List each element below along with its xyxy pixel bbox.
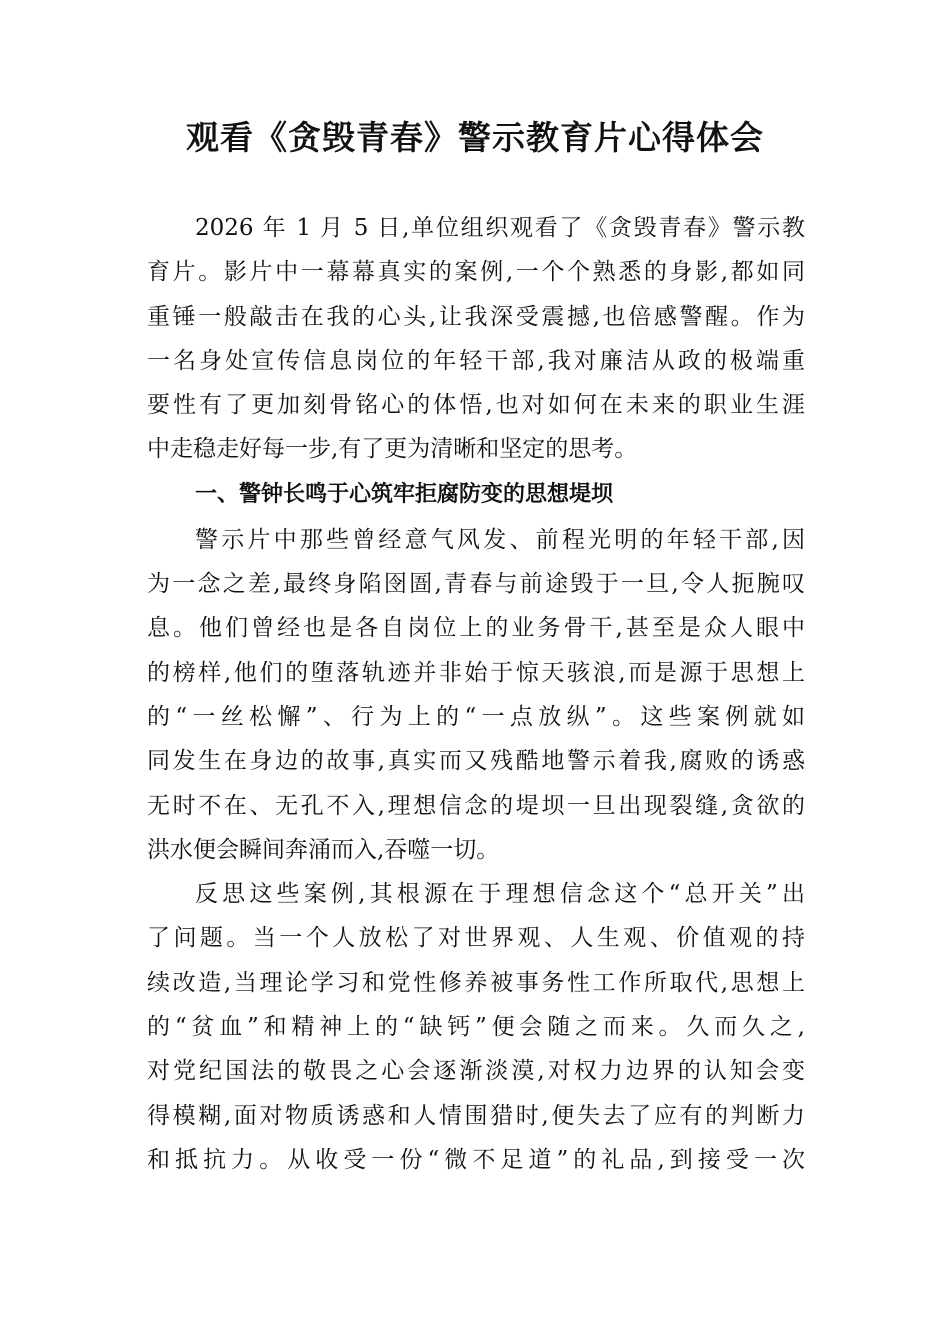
text-line: 续改造,当理论学习和党性修养被事务性工作所取代,思想上 — [147, 969, 805, 996]
text-line: 的“一丝松懈”、行为上的“一点放纵”。这些案例就如 — [147, 703, 805, 730]
text-line: 得模糊,面对物质诱惑和人情围猎时,便失去了应有的判断力 — [147, 1102, 805, 1129]
text-line: 警示片中那些曾经意气风发、前程光明的年轻干部,因 — [195, 526, 805, 553]
text-line: 育片。影片中一幕幕真实的案例,一个个熟悉的身影,都如同 — [147, 259, 805, 286]
text-line: 为一念之差,最终身陷囹圄,青春与前途毁于一旦,令人扼腕叹 — [147, 571, 805, 598]
text-line: 了问题。当一个人放松了对世界观、人生观、价值观的持 — [147, 925, 805, 952]
text-line: 洪水便会瞬间奔涌而入,吞噬一切。 — [147, 836, 500, 863]
paragraph-2 — [147, 518, 805, 872]
text-line: 和抵抗力。从收受一份“微不足道”的礼品,到接受一次 — [147, 1146, 805, 1173]
text-line: 息。他们曾经也是各自岗位上的业务骨干,甚至是众人眼中 — [147, 615, 805, 642]
text-line: 2026 年 1 月 5 日,单位组织观看了《贪毁青春》警示教 — [195, 215, 805, 241]
text-line: 重锤一般敲击在我的心头,让我深受震撼,也倍感警醒。作为 — [147, 303, 805, 330]
text-line: 同发生在身边的故事,真实而又残酷地警示着我,腐败的诱惑 — [147, 748, 805, 775]
paragraph-3 — [147, 872, 805, 1182]
text-line: 要性有了更加刻骨铭心的体悟,也对如何在未来的职业生涯 — [147, 392, 805, 419]
paragraph-1 — [147, 206, 805, 472]
text-line: 无时不在、无孔不入,理想信念的堤坝一旦出现裂缝,贪欲的 — [147, 792, 805, 819]
text-line: 的榜样,他们的堕落轨迹并非始于惊天骇浪,而是源于思想上 — [147, 659, 805, 686]
text-line: 中走稳走好每一步,有了更为清晰和坚定的思考。 — [147, 436, 638, 463]
text-line: 一名身处宣传信息岗位的年轻干部,我对廉洁从政的极端重 — [147, 347, 805, 374]
document-title: 观看《贪毁青春》警示教育片心得体会 — [186, 118, 764, 157]
text-line: 的“贫血”和精神上的“缺钙”便会随之而来。久而久之, — [147, 1014, 805, 1041]
section-heading: 一、警钟长鸣于心筑牢拒腐防变的思想堤坝 — [195, 481, 614, 507]
document-body — [147, 206, 805, 1182]
text-line: 对党纪国法的敬畏之心会逐渐淡漠,对权力边界的认知会变 — [147, 1058, 805, 1085]
text-line: 反思这些案例,其根源在于理想信念这个“总开关”出 — [195, 881, 805, 908]
